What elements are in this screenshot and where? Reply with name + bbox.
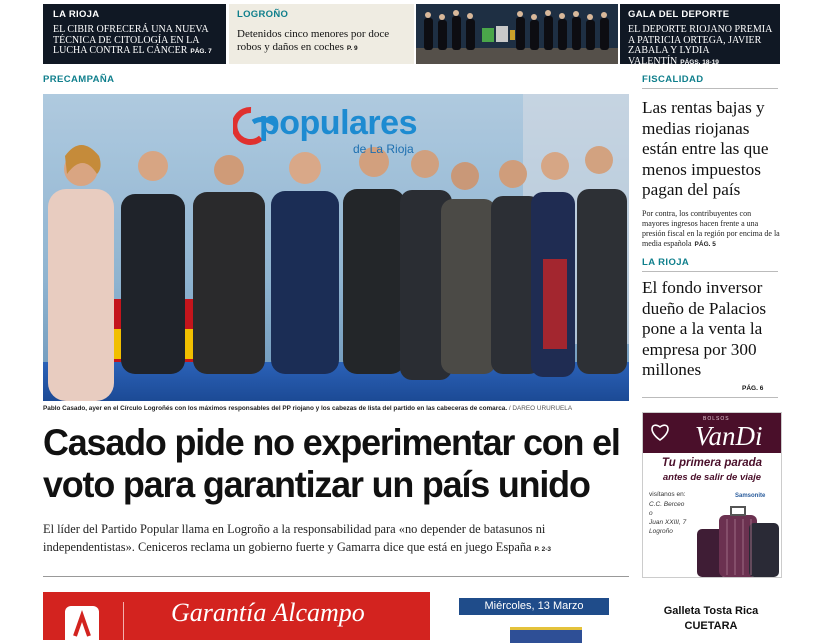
- teaser-logrono[interactable]: [229, 4, 414, 64]
- page-ref: PÁG. 5: [694, 241, 716, 248]
- product-thumbnail: [510, 627, 582, 643]
- samsonite-logo: Samsonite: [735, 493, 766, 499]
- main-headline[interactable]: [43, 422, 620, 506]
- divider: [642, 88, 778, 89]
- main-lead: El líder del Partido Popular llama en Logroño a la responsabilidad para «no depender de batasunos ni independentistas». Ceniceros reclama un gobierno fuerte y Gamarra dice que está en juego España P. 2-3: [43, 522, 552, 554]
- ad-address-1: C.C. Berceo: [649, 501, 685, 508]
- teaser-kicker: LOGROÑO: [237, 9, 289, 20]
- photo-caption: Pablo Casado, ayer en el Círculo Logroñés con los máximos responsables del PP riojano y los cabezas de lista del partido en las cabeceras de comarca. / DAREO URURUELA: [43, 405, 573, 412]
- fondo-headline[interactable]: El fondo inversor dueño de Palacios pone a la venta la empresa por 300 millones: [642, 278, 767, 379]
- teaser-kicker: LA RIOJA: [53, 9, 100, 20]
- ad-city: Logroño: [649, 528, 673, 535]
- teaser-text: EL CIBIR OFRECERÁ UNA NUEVA TÉCNICA DE CITOLOGÍA EN LA LUCHA CONTRA EL CÁNCER PÁG. 7: [53, 24, 212, 56]
- page-ref: PÁGS. 18-19: [680, 58, 719, 66]
- divider: [642, 397, 778, 398]
- alcampo-title: Garantía Alcampo: [171, 598, 365, 627]
- alcampo-bird-icon: [65, 606, 99, 640]
- teaser-gala-photo[interactable]: [416, 4, 618, 64]
- page-ref: P. 2-3: [534, 546, 552, 553]
- headline-line-1: Casado pide no experimentar con el: [43, 422, 620, 463]
- suitcases-image: [693, 501, 782, 578]
- teaser-gala-deporte[interactable]: [620, 4, 780, 67]
- headline-line-2: voto para garantizar un país unido: [43, 464, 590, 505]
- page-ref: PÁG. 7: [190, 48, 212, 55]
- vandi-heart-icon: [649, 421, 671, 443]
- divider: [642, 271, 778, 272]
- fiscalidad-body: Por contra, los contribuyentes con mayores ingresos hacen frente a una presión fiscal en la región por encima de la media española PÁG. 5: [642, 209, 780, 248]
- ad-brand: VanDi: [695, 421, 763, 451]
- product-brand: CUETARA: [684, 620, 738, 632]
- gala-group-photo: [416, 4, 618, 64]
- page-ref: P. 9: [346, 45, 358, 52]
- section-fiscalidad: FISCALIDAD: [642, 74, 704, 85]
- divider: [43, 576, 629, 577]
- populares-subtitle: de La Rioja: [353, 142, 414, 156]
- main-photo[interactable]: [43, 94, 629, 401]
- alcampo-banner[interactable]: [43, 592, 430, 640]
- populares-wordmark: populares: [259, 104, 417, 142]
- alcampo-divider: [123, 602, 124, 640]
- section-la-rioja: LA RIOJA: [642, 257, 690, 268]
- ad-address-or: o: [649, 510, 653, 517]
- product-name: Galleta Tosta Rica: [663, 605, 759, 617]
- section-label: PRECAMPAÑA: [43, 74, 115, 85]
- vandi-ad[interactable]: [642, 412, 782, 578]
- ad-slogan-2: antes de salir de viaje: [662, 472, 762, 483]
- ad-visit-label: visítanos en:: [649, 491, 686, 498]
- page-ref: PÁG. 6: [742, 385, 764, 392]
- teaser-kicker: GALA DEL DEPORTE: [628, 9, 730, 20]
- teaser-text: Detenidos cinco menores por doce robos y daños en coches P. 9: [237, 28, 390, 53]
- teaser-text: EL DEPORTE RIOJANO PREMIA A PATRICIA ORTEGA, JAVIER ZABALA Y LYDIA VALENTÍN PÁGS. 18-19: [628, 24, 772, 67]
- fiscalidad-headline[interactable]: Las rentas bajas y medias riojanas están entre las que menos impuestos pagan del país: [642, 98, 769, 199]
- date-badge: Miércoles, 13 Marzo: [459, 598, 609, 615]
- ad-brand-small: BOLSOS: [703, 416, 730, 422]
- alcampo-logo: [65, 606, 99, 640]
- ad-address-2: Juan XXIII, 7: [649, 519, 687, 526]
- ad-slogan-1: Tu primera parada: [661, 457, 763, 469]
- teaser-la-rioja[interactable]: [43, 4, 226, 64]
